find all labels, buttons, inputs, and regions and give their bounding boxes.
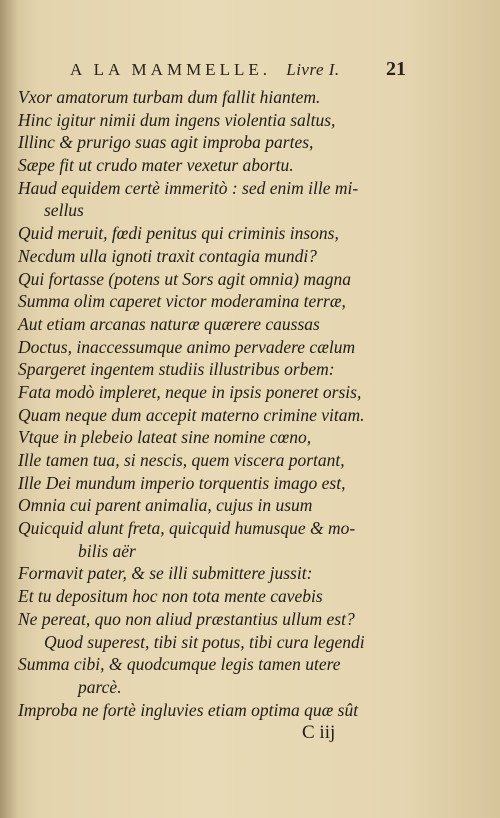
verse-line: Improba ne fortè ingluvies etiam optima quæ sût bbox=[18, 699, 359, 720]
verse-line: Illinc & prurigo suas agit improba partes, bbox=[18, 132, 314, 153]
verse-line: Quam neque dum accepit materno crimine vitam. bbox=[18, 404, 365, 425]
running-title: A LA MAMMELLE. bbox=[70, 60, 271, 79]
verse-line: Sæpe fit ut crudo mater vexetur abortu. bbox=[18, 155, 294, 176]
verse-line: Formavit pater, & se illi submittere jussit: bbox=[18, 563, 313, 584]
verse-line: Haud equidem certè immeritò : sed enim ille mi- bbox=[18, 177, 359, 198]
verse-line: Ille Dei mundum imperio torquentis imago est, bbox=[18, 472, 346, 493]
running-head bbox=[70, 60, 410, 80]
verse-line: parcè. bbox=[78, 676, 122, 697]
verse-line: Summa cibi, & quodcumque legis tamen utere bbox=[18, 654, 341, 675]
book-number: Livre I. bbox=[286, 60, 340, 79]
page-number: 21 bbox=[386, 58, 406, 80]
verse-line: Ille tamen tua, si nescis, quem viscera portant, bbox=[18, 450, 345, 470]
verse-line: Omnia cui parent animalia, cujus in usum bbox=[18, 495, 313, 516]
verse-line: Quicquid alunt freta, quicquid humusque & mo- bbox=[18, 518, 356, 539]
verse-line: Spargeret ingentem studiis illustribus orbem: bbox=[18, 359, 335, 380]
binding-shadow bbox=[0, 0, 18, 818]
signature-mark: C iij bbox=[302, 722, 336, 743]
verse-line: Qui fortasse (potens ut Sors agit omnia) magna bbox=[18, 268, 351, 289]
verse-line: Hinc igitur nimii dum ingens violentia saltus, bbox=[18, 109, 336, 130]
verse-line: Vtque in plebeio lateat sine nomine cœno, bbox=[18, 427, 312, 448]
verse-line: bilis aër bbox=[78, 540, 136, 561]
verse-line: Summa olim caperet victor moderamina terræ, bbox=[18, 291, 346, 312]
verse-line: Aut etiam arcanas naturæ quærere caussas bbox=[18, 313, 320, 334]
verse-line: Necdum ulla ignoti traxit contagia mundi? bbox=[18, 245, 317, 266]
verse-line: Doctus, inaccessumque animo pervadere cælum bbox=[18, 336, 356, 357]
verse-line: Et tu depositum hoc non tota mente cavebis bbox=[18, 586, 323, 607]
verse-line: Fata modò impleret, neque in ipsis poneret orsis, bbox=[18, 381, 362, 402]
verse-line: Ne pereat, quo non aliud præstantius ullum est? bbox=[18, 608, 355, 629]
verse-line: sellus bbox=[44, 200, 84, 221]
verse-line: Vxor amatorum turbam dum fallit hiantem. bbox=[18, 87, 321, 107]
verse-line: Quod superest, tibi sit potus, tibi cura legendi bbox=[44, 631, 365, 652]
verse-line: Quid meruit, fœdi penitus qui criminis insons, bbox=[18, 223, 339, 244]
verse-block bbox=[18, 86, 418, 721]
